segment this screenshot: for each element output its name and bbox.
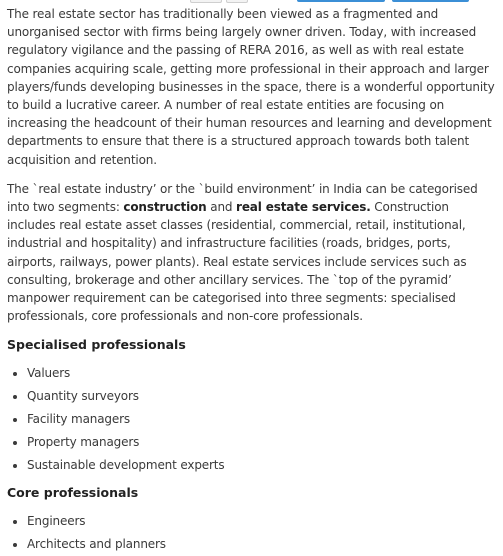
segments-text-1: The `real estate industry’ or the `build environment’ in India can be categorised into two segments: xyxy=(7,181,478,215)
specialised-professionals-heading: Specialised professionals xyxy=(7,337,186,353)
list-item xyxy=(7,431,497,454)
intro-paragraph: The real estate sector has traditionally been viewed as a fragmented and unorganised sector with firms being largely owner driven. Today, with increased regulatory vigilance and the passing of RERA 2016, as well as with real estate companies acquiring scale, getting more professional in their approach and larger players/funds developing businesses in the space, there is a wonderful opportunity to build a lucrative career. A number of real estate entities are focusing on increasing the headcount of their human resources and learning and development departments to ensure that there is a structured approach towards both talent acquisition and retention. xyxy=(7,7,495,167)
list-item xyxy=(7,362,497,385)
list-item-label: Engineers xyxy=(27,514,86,529)
list-item-label: Facility managers xyxy=(27,412,131,427)
list-item xyxy=(7,510,497,533)
list-item xyxy=(7,533,497,556)
segments-paragraph xyxy=(7,180,497,326)
core-professionals-list xyxy=(7,510,497,556)
share-button-4[interactable] xyxy=(392,0,469,2)
specialised-professionals-list xyxy=(7,362,497,477)
share-bar xyxy=(0,0,503,2)
list-item xyxy=(7,454,497,477)
list-item-label: Property managers xyxy=(27,435,140,450)
real-estate-services-bold: real estate services. xyxy=(236,200,371,215)
article-body xyxy=(7,5,497,556)
bullet-icon xyxy=(13,520,17,524)
list-item xyxy=(7,408,497,431)
share-button-2[interactable] xyxy=(226,0,248,3)
list-item-label: Quantity surveyors xyxy=(27,389,139,404)
bullet-icon xyxy=(13,464,17,468)
bullet-icon xyxy=(13,543,17,547)
list-item-label: Architects and planners xyxy=(27,537,166,552)
share-button-3[interactable] xyxy=(297,0,385,2)
list-item xyxy=(7,385,497,408)
list-item-label: Valuers xyxy=(27,366,71,381)
bullet-icon xyxy=(13,441,17,445)
construction-bold: construction xyxy=(123,200,207,215)
segments-text-3: Construction includes real estate asset classes (residential, commercial, retail, institutional, industrial and hospitality) and infrastructure facilities (roads, bridges, ports, airports, railways, power plants). Real estate services include services such as consulting, brokerage and other ancillary services. The `top of the pyramid’ manpower requirement can be categorised into three segments: specialised professionals, core professionals and non-core professionals. xyxy=(7,200,467,324)
bullet-icon xyxy=(13,418,17,422)
bullet-icon xyxy=(13,395,17,399)
segments-text-2: and xyxy=(206,200,237,215)
list-item-label: Sustainable development experts xyxy=(27,458,225,473)
bullet-icon xyxy=(13,372,17,376)
share-button-1[interactable] xyxy=(190,0,222,3)
core-professionals-heading: Core professionals xyxy=(7,485,139,501)
